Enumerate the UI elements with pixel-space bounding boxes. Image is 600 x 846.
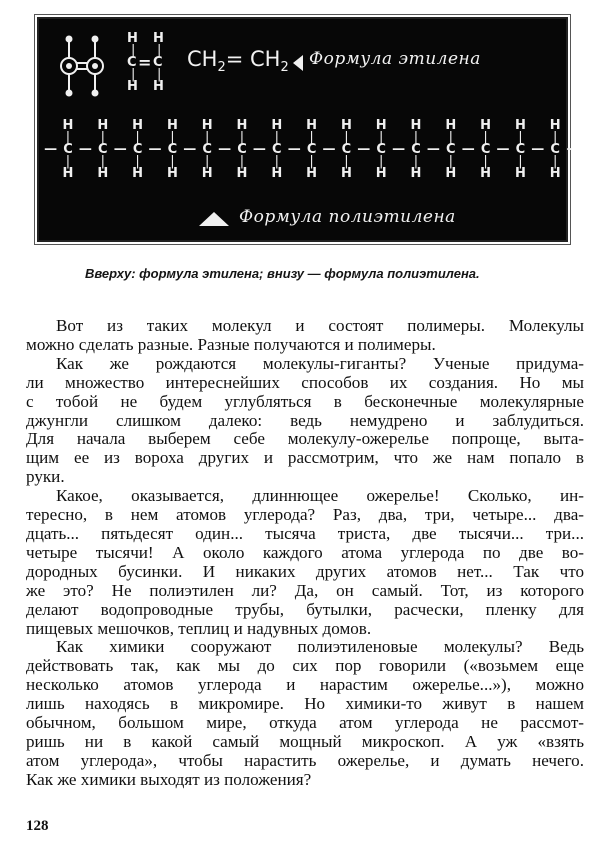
bond: | — [170, 130, 175, 145]
text-line: атом углерода», чтобы нарастить ожерелье, и думать нечего. — [26, 750, 584, 770]
bond: | — [413, 154, 419, 169]
bond: — — [148, 142, 162, 157]
carbon-atom: C — [376, 142, 386, 157]
body-text — [26, 317, 584, 790]
text-line: Как химики сооружают полиэтиленовые молекулы? Ведь — [56, 637, 584, 657]
polyethylene-label: Формула полиэтилена — [239, 207, 456, 227]
bond: | — [448, 130, 453, 145]
text-line: Как же химики выходят из положения? — [26, 769, 312, 789]
bond: | — [344, 154, 349, 169]
paragraph — [26, 487, 584, 638]
text-line: несколько атомов углерода и нарастим ожерелье...»), можно — [26, 675, 584, 695]
text-line: же это? Не полиэтилен ли? Да, он самый. Тот, из которого — [26, 580, 584, 600]
hydrogen-atom: H — [306, 166, 318, 181]
hydrogen-atom: H — [132, 166, 144, 181]
bond: | — [378, 130, 384, 145]
text-line: щим ее из вороха других и рассмотрим, что же нам попало в — [26, 448, 584, 468]
bond: | — [274, 154, 279, 169]
polyethylene-chain — [39, 119, 570, 199]
bond: | — [552, 154, 558, 169]
carbon-atom: C — [550, 142, 560, 157]
bond: — — [183, 142, 197, 157]
bond: - — [566, 142, 572, 157]
carbon-atom: C — [132, 142, 143, 157]
hydrogen-atom: H — [549, 166, 561, 181]
text-line: пищевых мешочков, теплиц и надувных домов. — [26, 618, 372, 638]
carbon-atom: C — [272, 142, 282, 157]
text-line: Вот из таких молекул и состоят полимеры. Молекулы — [56, 316, 584, 335]
text-line: делают водопроводные трубы, бутылки, расчески, пленку для — [26, 599, 584, 619]
carbon-atom: C — [446, 142, 456, 157]
hydrogen-atom: H — [514, 118, 526, 133]
hydrogen-atom: H — [166, 118, 178, 133]
bond: — — [287, 142, 301, 157]
bond: | — [204, 154, 210, 169]
bond: — — [426, 142, 440, 157]
bond: — — [113, 142, 127, 157]
bond: | — [483, 154, 488, 169]
hydrogen-atom: H — [201, 166, 213, 181]
text-line: руки. — [26, 467, 65, 487]
hydrogen-atom: H — [201, 118, 213, 133]
bond: | — [100, 130, 105, 145]
bond: | — [65, 154, 71, 169]
ethylene-ball-stick-model-icon — [53, 31, 113, 101]
bond: | — [239, 154, 245, 169]
text-line: дцать... пятьдесят один... тысяча триста, две тысячи... три... — [26, 523, 584, 543]
carbon-atom: C — [411, 142, 421, 157]
bond: | — [378, 154, 384, 169]
carbon-atom: C — [98, 142, 108, 157]
bond: | — [170, 154, 175, 169]
carbon-atom: C — [237, 142, 247, 157]
hydrogen-atom: H — [410, 166, 422, 181]
ethylene-condensed-formula: $CH_2= CH_2$ — [187, 47, 289, 76]
carbon-atom: C — [480, 142, 491, 157]
carbon-atom: C — [306, 142, 317, 157]
ethylene-label: Формула этилена — [309, 49, 481, 69]
carbon-atom: C — [341, 142, 352, 157]
paragraph — [26, 355, 584, 487]
text-line: ли множество интереснейших способов их создания. Но мы — [26, 372, 584, 392]
bond: | — [344, 130, 349, 145]
text-line: четыре тысячи! А около каждого атома углерода по две во- — [26, 542, 584, 562]
text-line: Как же рождаются молекулы-гиганты? Ученые придума- — [56, 353, 584, 373]
hydrogen-atom: H — [375, 166, 387, 181]
page-number: 128 — [26, 818, 49, 834]
text-line: дородных бусинки. И никаких других атомов нет... Так что — [26, 561, 584, 581]
bond: | — [448, 154, 453, 169]
hydrogen-atom: H — [514, 166, 526, 181]
hydrogen-atom: H — [62, 118, 74, 133]
bond: | — [274, 130, 279, 145]
text-line: джунгли слишком далеко: ведь немудрено и заблудиться. — [26, 410, 584, 430]
carbon-atom: C — [202, 142, 212, 157]
text-line: с тобой не будем углубляться в бесконечные молекулярные — [26, 391, 584, 411]
bond: | — [239, 130, 245, 145]
text-line: обычном, большом мире, откуда атом углерода не рассмот- — [26, 713, 584, 733]
bond: | — [483, 130, 488, 145]
text-line: Для начала выберем себе молекулу-ожерелье попроще, выта- — [26, 429, 584, 449]
text-line: действовать так, как мы до сих пор говорили («возьмем еще — [26, 656, 584, 676]
paragraph — [26, 638, 584, 789]
figure-caption: Вверху: формула этилена; внизу — формула полиэтилена. — [85, 266, 480, 281]
hydrogen-atom: H — [340, 118, 352, 133]
hydrogen-atom: H — [236, 118, 248, 133]
hydrogen-atom: H — [97, 166, 109, 181]
hydrogen-atom: H — [132, 118, 144, 133]
text-line: можно сделать разные. Разные получаются и полимеры. — [26, 334, 436, 354]
bond: | — [552, 130, 558, 145]
hydrogen-atom: H — [480, 166, 492, 181]
carbon-atom: C — [63, 142, 73, 157]
hydrogen-atom: H — [166, 166, 178, 181]
hydrogen-atom: H — [340, 166, 352, 181]
hydrogen-atom: H — [375, 118, 387, 133]
carbon-atom: C — [515, 142, 526, 157]
bond: — — [44, 142, 58, 157]
bond: | — [204, 130, 210, 145]
bond: — — [392, 142, 406, 157]
text-line: Какое, оказывается, длиннющее ожерелье! Сколько, ин- — [56, 486, 584, 506]
bond: | — [518, 154, 523, 169]
bond: — — [357, 142, 371, 157]
bond: | — [65, 130, 71, 145]
bond: — — [252, 142, 266, 157]
hydrogen-atom: H — [306, 118, 318, 133]
bond: | — [413, 130, 419, 145]
bond: — — [78, 142, 92, 157]
arrow-up-icon — [199, 212, 229, 226]
hydrogen-atom: H — [271, 166, 283, 181]
hydrogen-atom: H — [97, 118, 109, 133]
hydrogen-atom: H — [445, 166, 457, 181]
hydrogen-atom: H — [549, 118, 561, 133]
hydrogen-atom: H — [445, 118, 457, 133]
bond: | — [518, 130, 523, 145]
hydrogen-atom: H — [410, 118, 422, 133]
text-line: ришь ни в какой самый мощный микроскоп. А уж «взять — [26, 731, 584, 751]
bond: | — [309, 154, 314, 169]
bond: | — [135, 154, 140, 169]
carbon-atom: C — [167, 142, 178, 157]
bond: | — [309, 130, 314, 145]
bond: — — [461, 142, 475, 157]
bond: — — [496, 142, 510, 157]
hydrogen-atom: H — [62, 166, 74, 181]
text-line: лишь находясь в микромире. Но химики-то живут в нашем — [26, 694, 584, 714]
bond: | — [135, 130, 140, 145]
paragraph — [26, 317, 584, 355]
bond: | — [100, 154, 105, 169]
bond: — — [322, 142, 336, 157]
bond: — — [531, 142, 545, 157]
bond: — — [218, 142, 232, 157]
hydrogen-atom: H — [236, 166, 248, 181]
formula-figure: H H | | C = C | | H H $CH_2= CH_2$ Формула этилена H | C | H — H | C | H — H | C | H — H | C | H — H | C | H — H | C | H — H | C | H — H | C | H — H | C | H — H | C | H — H | C | H — H | C | H — H | C | H — H | C | H — H | C | H — - Формула полиэтилена — [37, 17, 568, 242]
text-line: тересно, в нем атомов углерода? Раз, два, три, четыре... два- — [26, 505, 584, 525]
hydrogen-atom: H — [271, 118, 283, 133]
hydrogen-atom: H — [480, 118, 492, 133]
arrow-left-icon — [293, 55, 303, 71]
